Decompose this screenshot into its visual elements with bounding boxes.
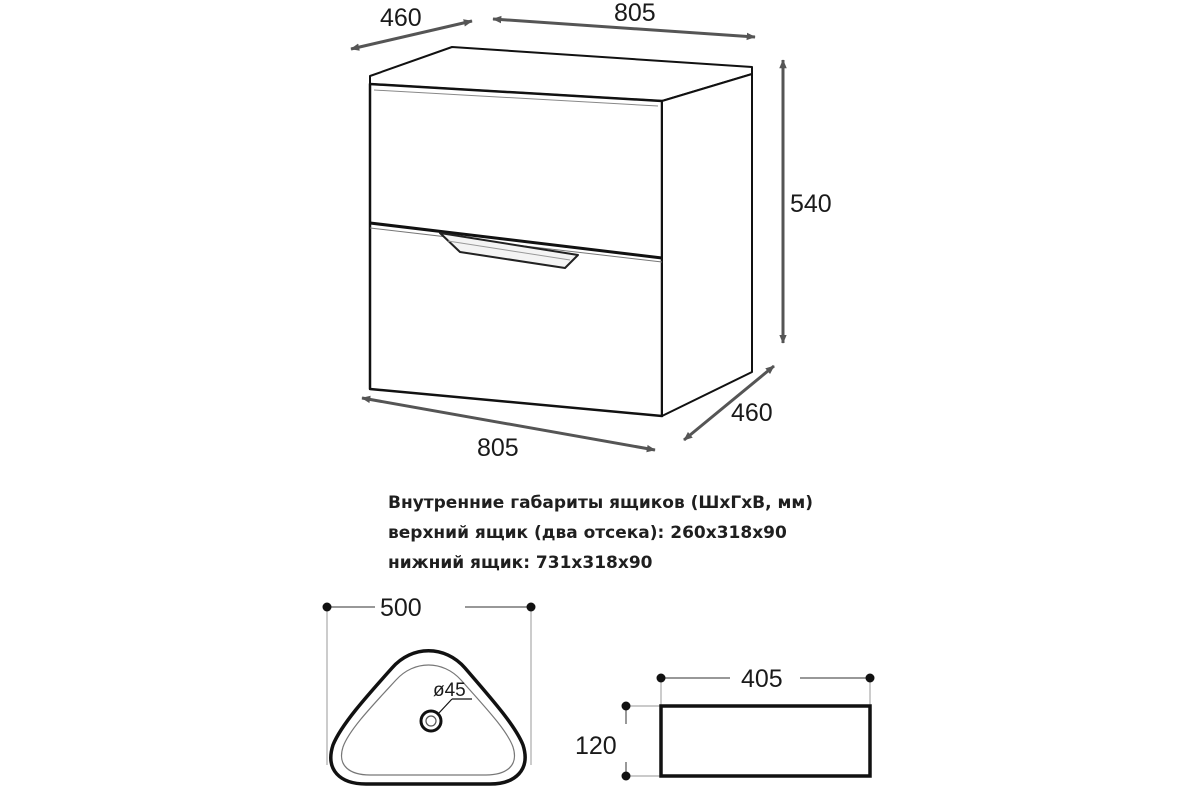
drain-diameter-label: ø45 bbox=[433, 680, 466, 701]
side-width-label: 405 bbox=[741, 665, 783, 693]
side-height-label: 120 bbox=[575, 732, 617, 760]
height-label: 540 bbox=[790, 190, 832, 218]
cabinet-side bbox=[662, 74, 752, 416]
drawer-dimensions-notes bbox=[388, 488, 908, 578]
basin-side-profile bbox=[661, 706, 870, 776]
notes-bottom-drawer: нижний ящик: 731х318х90 bbox=[388, 553, 653, 573]
basin-width-label: 500 bbox=[380, 594, 422, 622]
bottom-width-label: 805 bbox=[477, 434, 519, 462]
basin-side-view bbox=[575, 665, 875, 781]
top-depth-label: 460 bbox=[380, 4, 422, 32]
notes-heading: Внутренние габариты ящиков (ШхГхВ, мм) bbox=[388, 493, 814, 513]
cabinet-drawing bbox=[370, 47, 752, 416]
bottom-depth-label: 460 bbox=[731, 399, 773, 427]
top-width-label: 805 bbox=[614, 0, 656, 27]
basin-top-view bbox=[323, 594, 536, 784]
notes-top-drawer: верхний ящик (два отсека): 260х318х90 bbox=[388, 523, 787, 543]
